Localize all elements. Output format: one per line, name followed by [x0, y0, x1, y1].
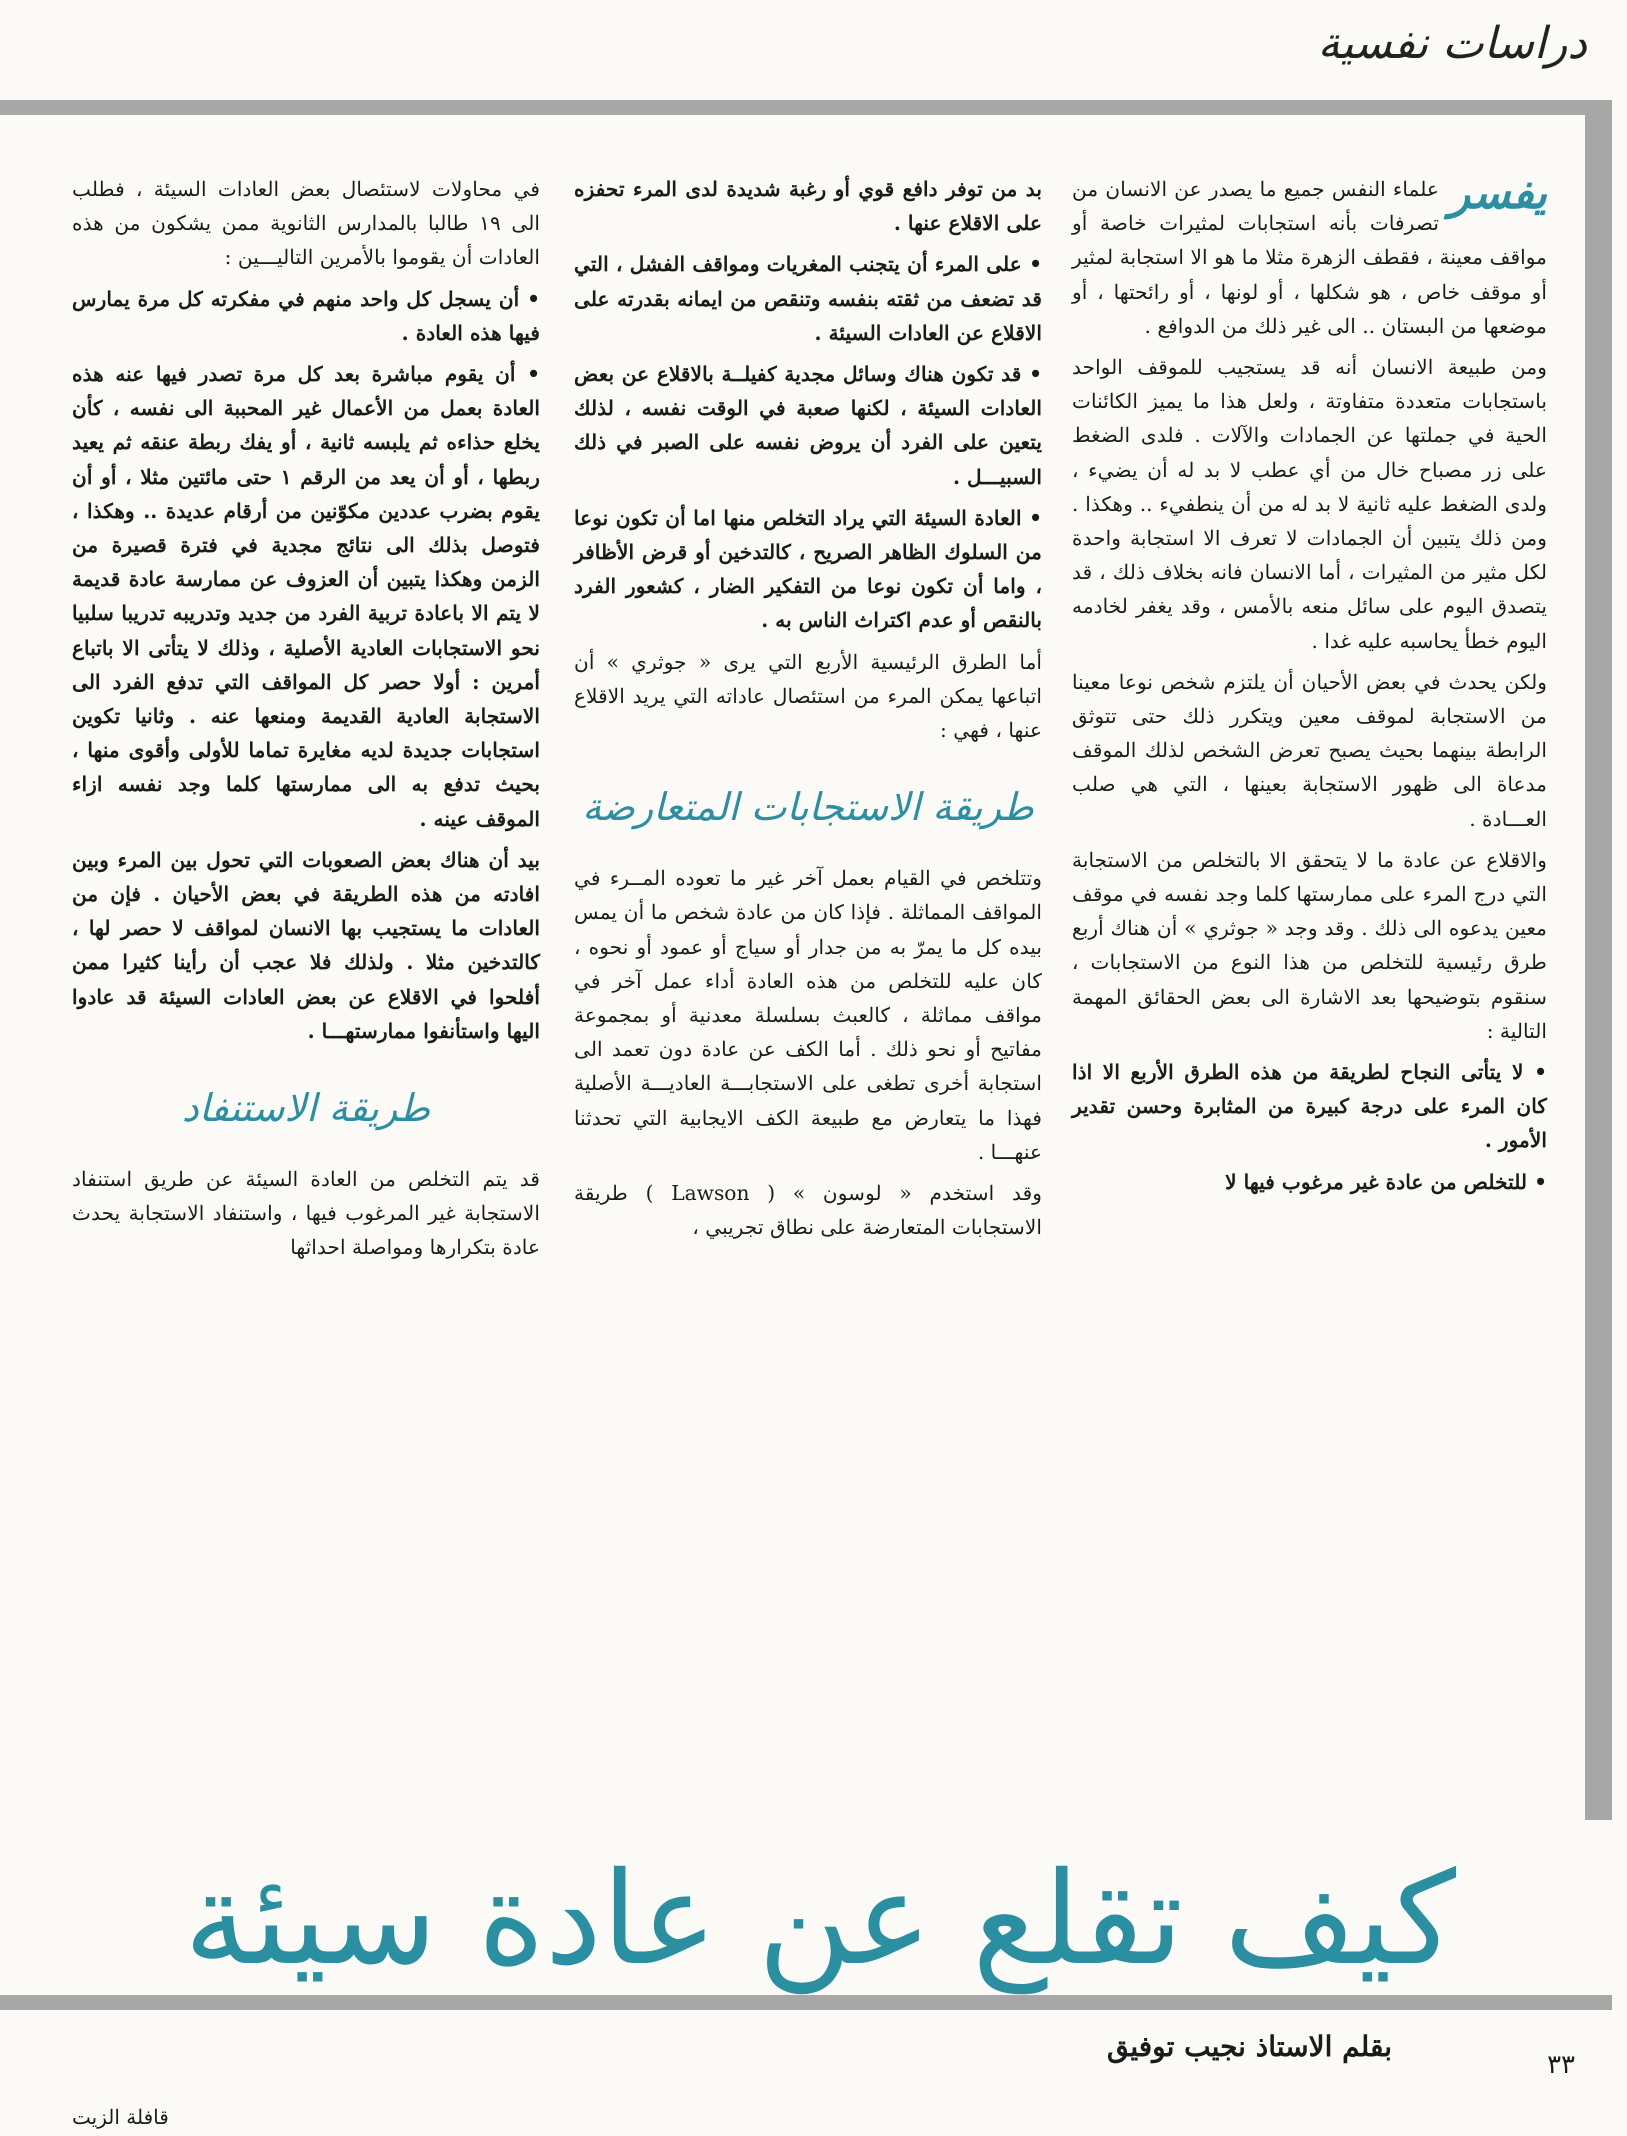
paragraph: والاقلاع عن عادة ما لا يتحقق الا بالتخلص من الاستجابة التي درج المرء على ممارستها كلما وجد نفسه في موقف معين يدعوه الى ذلك . وقد وجد « جوثري » أن هناك أربع طرق رئيسية للتخلص من هذا النوع من الاستجابات ، سنقوم بتوضيحها بعد الاشارة الى بعض الحقائق المهمة التالية :	[1072, 847, 1547, 1043]
article-column-1	[1072, 168, 1547, 1206]
article-title: كيف تقلع عن عادة سيئة	[183, 1845, 1457, 1994]
paragraph: أما الطرق الرئيسية الأربع التي يرى « جوثري » أن اتباعها يمكن المرء من استئصال عاداته التي يريد الاقلاع عنها ، فهي :	[574, 649, 1042, 743]
top-rule	[0, 100, 1612, 115]
bullet-point: • العادة السيئة التي يراد التخلص منها اما أن تكون نوعا من السلوك الظاهر الصريح ، كالتدخين أو قرض الأظافر ، واما أن تكون نوعا من التفكير الضار ، كشعور الفرد بالنقص أو عدم اكتراث الناس به .	[574, 501, 1042, 638]
paragraph: في محاولات لاستئصال بعض العادات السيئة ، فطلب الى ١٩ طالبا بالمدارس الثانوية ممن يشكون من هذه العادات أن يقوموا بالأمرين التاليـــين :	[72, 177, 540, 270]
section-label: دراسات نفسية	[1317, 18, 1587, 69]
lead-word: يفسر	[1448, 168, 1547, 219]
bullet-point: • للتخلص من عادة غير مرغوب فيها لا	[1072, 1165, 1547, 1199]
subheading-opposing-responses: طريقة الاستجابات المتعارضة	[582, 785, 1034, 830]
right-rule	[1585, 100, 1612, 1820]
paragraph-text: علماء النفس جميع ما يصدر عن الانسان من تصرفات بأنه استجابات لمثيرات خاصة أو مواقف معينة ، فقطف الزهرة مثلا ما هو الا استجابة لمثير أو موقف خاص ، هو شكلها ، أو لونها ، أو رائحتها ، أو موضعها من البستان .. الى غير ذلك من الدوافع .	[1072, 177, 1547, 338]
page-number: ٣٣	[1547, 2050, 1575, 2080]
continued-text: بد من توفر دافع قوي أو رغبة شديدة لدى المرء تحفزه على الاقلاع عنها .	[574, 177, 1042, 236]
bullet-point: • أن يقوم مباشرة بعد كل مرة تصدر فيها عنه هذه العادة بعمل من الأعمال غير المحببة الى نفسه ، كأن يخلع حذاءه ثم يلبسه ثانية ، أو يفك ربطة عنقه ثم يعيد ربطها ، أو أن يعد من الرقم ١ حتى مائتين مثلا ، أو أن يقوم بضرب عددين مكوّنين من أرقام عديدة .. وهكذا ، فتوصل بذلك الى نتائج مجدية في فترة قصيرة من الزمن وهكذا يتبين أن العزوف عن ممارسة عادة قديمة لا يتم الا باعادة تربية الفرد من جديد وتدريبه تدريبا سلبيا نحو الاستجابات العادية الأصلية ، وذلك لا يتأتى الا باتباع أمرين : أولا حصر كل المواقف التي تدفع الفرد الى الاستجابة العادية القديمة ومنعها عنه . وثانيا تكوين استجابات جديدة لديه مغايرة تماما للأولى وأقوى منها ، بحيث تدفع به الى ممارستها كلما وجد نفسه ازاء الموقف عينه .	[72, 357, 540, 836]
bullet-point: • أن يسجل كل واحد منهم في مفكرته كل مرة يمارس فيها هذه العادة .	[72, 282, 540, 350]
magazine-name: قافلة الزيت	[72, 2105, 169, 2129]
paragraph-bold: بيد أن هناك بعض الصعوبات التي تحول بين المرء وبين افادته من هذه الطريقة في بعض الأحيان . فإن من العادات ما يستجيب بها الانسان لمواقف لا حصر لها ، كالتدخين مثلا . ولذلك فلا عجب أن رأينا كثيرا ممن أفلحوا في الاقلاع عن بعض العادات السيئة قد عادوا اليها واستأنفوا ممارستهـــا .	[72, 847, 540, 1043]
bullet-point: • قد تكون هناك وسائل مجدية كفيلــة بالاقلاع عن بعض العادات السيئة ، لكنها صعبة في الوقت نفسه ، لذلك يتعين على الفرد أن يروض نفسه على الصبر في ذلك السبيـــل .	[574, 357, 1042, 494]
paragraph: قد يتم التخلص من العادة السيئة عن طريق استنفاد الاستجابة غير المرغوب فيها ، واستنفاد الاستجابة يحدث عادة بتكرارها ومواصلة احداثها	[72, 1167, 540, 1260]
article-column-3	[72, 172, 540, 1272]
paragraph: وتتلخص في القيام بعمل آخر غير ما تعوده المــرء في المواقف المماثلة . فإذا كان من عادة شخص ما أن يمس بيده كل ما يمرّ به من جدار أو سياج أو عمود أو نحوه ، كان عليه للتخلص من هذه العادة أداء عمل آخر في مواقف مماثلة ، كالعبث بسلسلة معدنية أو بمجموعة مفاتيح أو نحو ذلك . أما الكف عن عادة دون تعمد الى استجابة أخرى تطغى على الاستجابـــة العاديـــة الأصلية فهذا ما يتعارض مع طبيعة الكف الايجابية التي تحدثنا عنهـــا .	[574, 866, 1042, 1164]
paragraph	[1072, 168, 1547, 343]
paragraph: وقد استخدم « لوسون » ( Lawson ) طريقة الاستجابات المتعارضة على نطاق تجريبي ،	[574, 1181, 1042, 1240]
article-column-2	[574, 172, 1042, 1251]
bullet-point: • لا يتأتى النجاح لطريقة من هذه الطرق الأربع الا اذا كان المرء على درجة كبيرة من المثابرة وحسن تقدير الأمور .	[1072, 1055, 1547, 1158]
byline: بقلم الاستاذ نجيب توفيق	[1106, 2030, 1392, 2063]
subheading-exhaustion: طريقة الاستنفاد	[181, 1086, 431, 1131]
paragraph: ولكن يحدث في بعض الأحيان أن يلتزم شخص نوعا معينا من الاستجابة لموقف معين ويتكرر ذلك حتى تتوثق الرابطة بينهما بحيث يصبح تعرض الشخص لذلك الموقف مدعاة الى ظهور الاستجابة بعينها ، التي هي صلب العـــادة .	[1072, 669, 1547, 831]
bullet-point: • على المرء أن يتجنب المغريات ومواقف الفشل ، التي قد تضعف من ثقته بنفسه وتنقص من ايمانه بقدرته على الاقلاع عن العادات السيئة .	[574, 247, 1042, 350]
paragraph: ومن طبيعة الانسان أنه قد يستجيب للموقف الواحد باستجابات متعددة متفاوتة ، ولعل هذا ما يميز الكائنات الحية في جملتها عن الجمادات والآلات . فلدى الضغط على زر مصباح خال من أي عطب لا بد له أن يضيء ، ولدى الضغط عليه ثانية لا بد له من أن ينطفيء .. وهكذا . ومن ذلك يتبين أن الجمادات لا تعرف الا استجابة واحدة لكل مثير من المثيرات ، أما الانسان فانه بخلاف ذلك ، قد يتصدق اليوم على سائل منعه بالأمس ، وقد يغفر لخادمه اليوم خطأ يحاسبه عليه غدا .	[1072, 355, 1547, 653]
